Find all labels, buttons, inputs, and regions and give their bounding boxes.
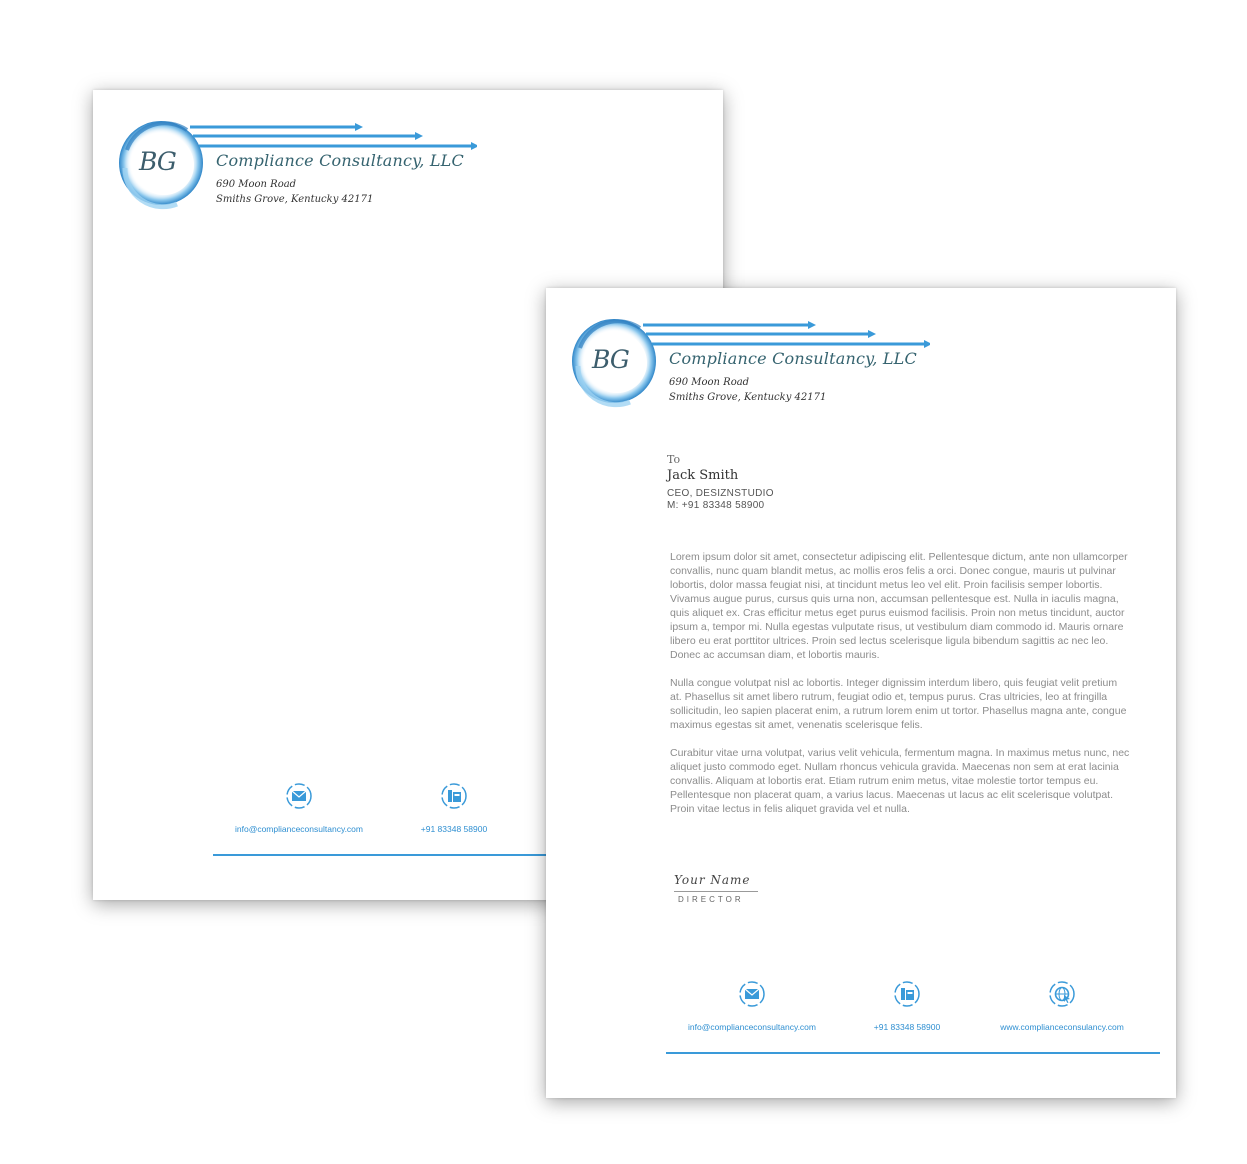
footer-email — [672, 980, 832, 1032]
address-line-2: Smiths Grove, Kentucky 42171 — [669, 392, 827, 403]
body-paragraph-1: Lorem ipsum dolor sit amet, consectetur adipiscing elit. Pellentesque dictum, ante non ullamcorper convallis, nunc quam blandit metus, ac mollis eros felis a orci. Donec congue, mauris ut pulvinar lobortis, dolor massa feugiat nisi, at tincidunt metus leo vel elit. Proin facilisis semper lobortis. Vivamus augue purus, cursus quis urna non, accumsan pellentesque est. Nulla in iaculis magna, quis aliquet ex. Cras efficitur metus eget purus euismod facilisis. Proin non metus tincidunt, auctor ipsum a, tempor mi. Nulla egestas vulputate risus, ut vestibulum diam commodo id. Mauris ornare libero eu erat porttitor ultrices. Proin sed lectus scelerisque ligula bibendum sagittis ac nec leo. Donec ac accumsan diam, et lobortis mauris. — [670, 551, 1128, 661]
phone-icon — [893, 980, 921, 1008]
to-label: To — [667, 453, 681, 466]
body-paragraph-2: Nulla congue volutpat nisl ac lobortis. Integer dignissim interdum libero, quis feugiat velit pretium at. Phasellus sit amet libero rutrum, feugiat odio et, tempus purus. Cras ultricies, leo at fringilla sollicitudin, leo sapien placerat enim, a rutrum lorem enim ut tortor. Phasellus magna ante, congue maximus egestas sit amet, venenatis scelerisque felis. — [670, 677, 1127, 731]
body-paragraph-3: Curabitur vitae urna volutpat, varius velit vehicula, fermentum magna. In maximus metus nunc, nec aliquet justo commodo eget. Nullam rhoncus vehicula gravida. Maecenas non sem at erat lacinia convallis. Aliquam at lobortis erat. Etiam rutrum enim metus, vitae molestie tortor tempus eu. Pellentesque non placerat quam, a varius lacus. Maecenas ut lacus ac elit scelerisque volutpat. Proin vitae lectus in felis aliquet gravida vel et nulla. — [670, 747, 1130, 815]
address-line-1: 690 Moon Road — [669, 377, 750, 388]
recipient-block — [667, 453, 774, 512]
company-name: Compliance Consultancy, LLC — [216, 151, 464, 170]
footer-phone — [827, 980, 987, 1032]
logo-letters: BG — [592, 345, 629, 374]
footer-website-text[interactable]: www.complianceconsulancy.com — [1000, 1022, 1124, 1032]
letterhead-header — [117, 118, 477, 218]
letterhead-front-sheet — [546, 288, 1176, 1098]
address-line-2: Smiths Grove, Kentucky 42171 — [216, 194, 374, 205]
footer-email-text[interactable]: info@complianceconsultancy.com — [687, 1022, 816, 1032]
letter-body — [670, 550, 1130, 830]
company-name: Compliance Consultancy, LLC — [669, 349, 917, 368]
recipient-name: Jack Smith — [667, 468, 739, 483]
signature-role: DIRECTOR — [678, 895, 744, 904]
envelope-icon — [738, 980, 766, 1008]
envelope-icon — [285, 782, 313, 810]
phone-icon — [440, 782, 468, 810]
footer-email — [219, 782, 379, 834]
letterhead-header — [570, 316, 930, 416]
logo-letters: BG — [139, 147, 176, 176]
signature-block — [674, 873, 758, 904]
globe-icon — [1048, 980, 1076, 1008]
footer-phone-text[interactable]: +91 83348 58900 — [420, 824, 488, 834]
footer-email-text[interactable]: info@complianceconsultancy.com — [234, 824, 363, 834]
signature-line — [674, 891, 758, 892]
footer-phone-text[interactable]: +91 83348 58900 — [873, 1022, 941, 1032]
footer-phone — [374, 782, 534, 834]
footer-website — [982, 980, 1142, 1032]
signature-name: Your Name — [674, 873, 751, 887]
recipient-title: CEO, DESIZNSTUDIO — [667, 488, 774, 499]
address-line-1: 690 Moon Road — [216, 179, 297, 190]
recipient-phone: M: +91 83348 58900 — [667, 500, 765, 511]
footer-divider — [666, 1052, 1160, 1054]
